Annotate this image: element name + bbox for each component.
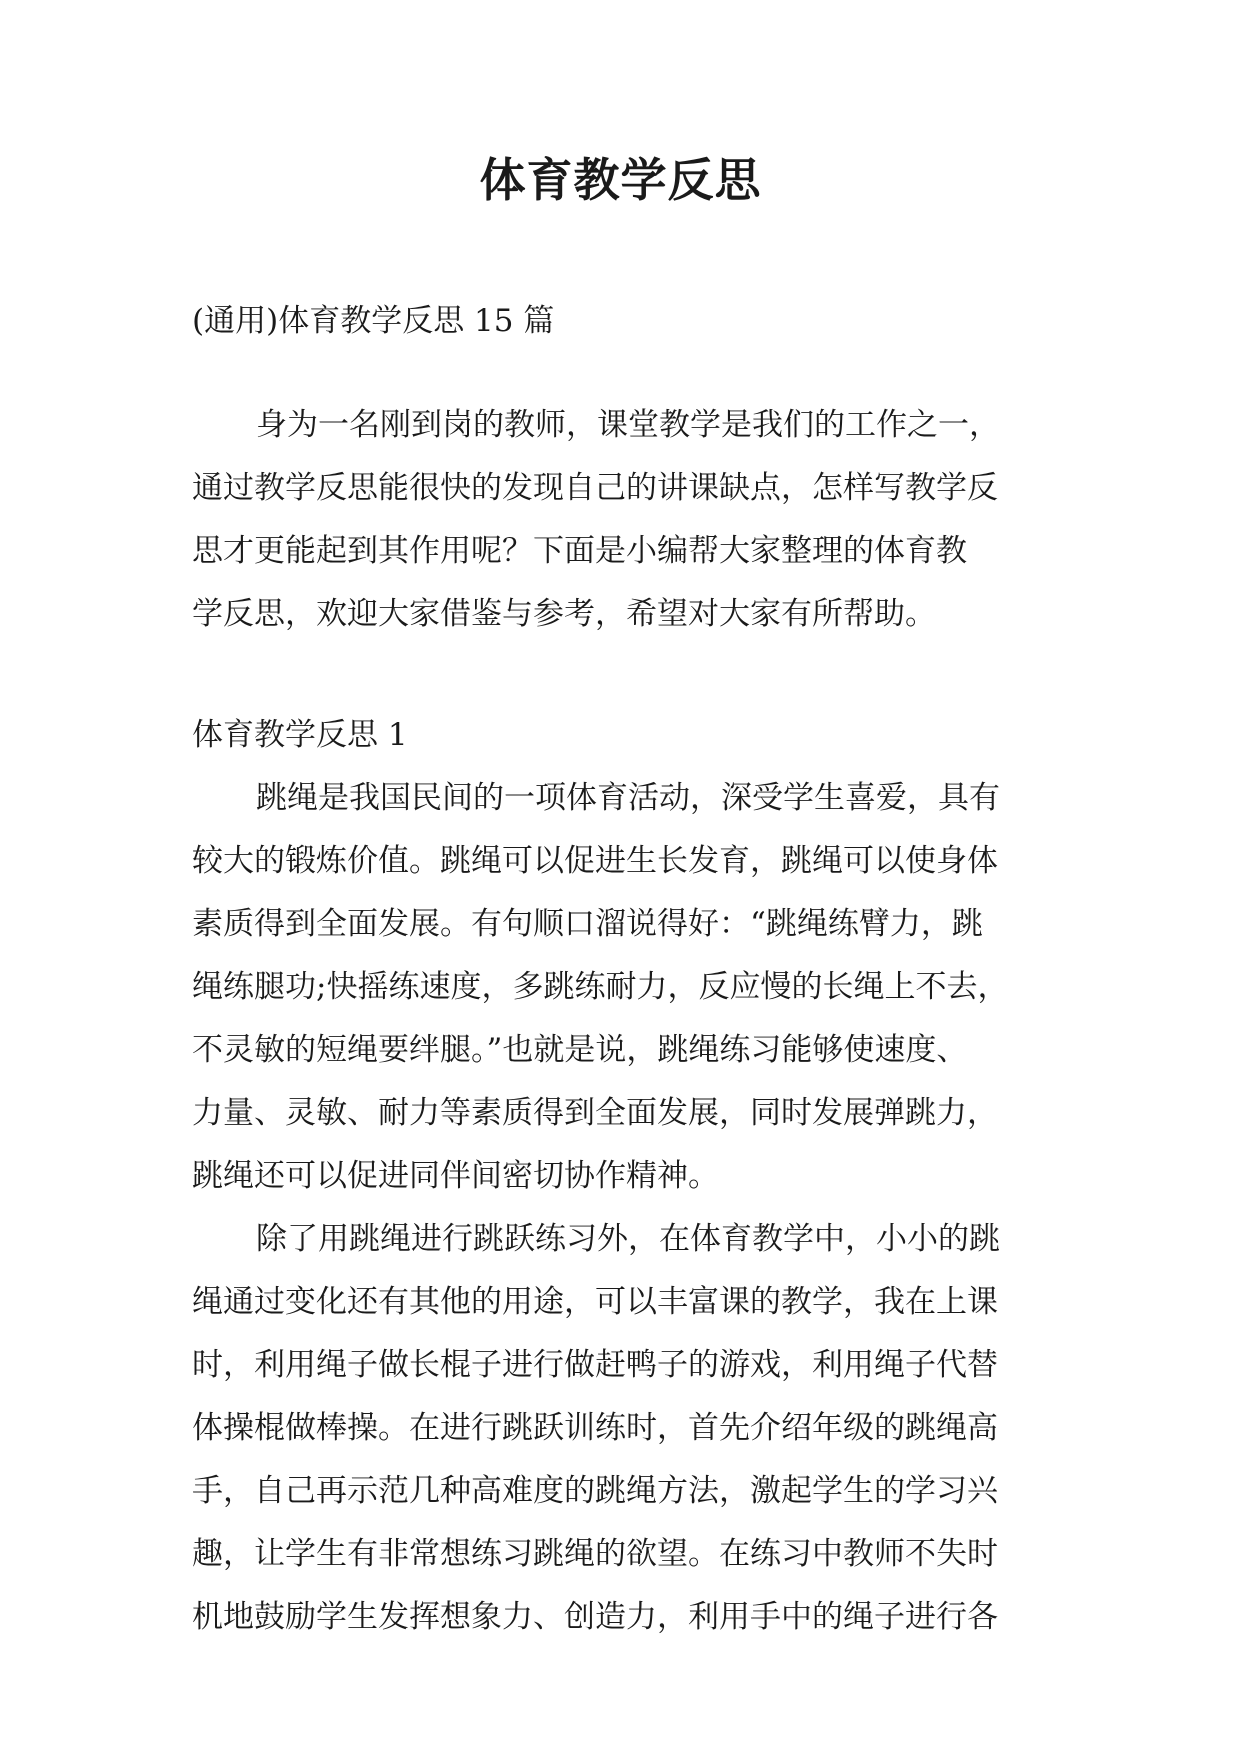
paragraph-1-line-7: 跳绳还可以促进同伴间密切协作精神。 (192, 1158, 719, 1194)
section-heading: 体育教学反思 1 (192, 717, 408, 753)
intro-line-3: 思才更能起到其作用呢？下面是小编帮大家整理的体育教 (192, 533, 967, 569)
document-title: 体育教学反思 (479, 153, 762, 207)
document-body (192, 290, 1072, 1649)
paragraph-2-line-5: 手，自己再示范几种高难度的跳绳方法，激起学生的学习兴 (192, 1473, 998, 1509)
paragraph-2 (192, 1208, 1072, 1649)
paragraph-2-line-6: 趣，让学生有非常想练习跳绳的欲望。在练习中教师不失时 (192, 1536, 998, 1572)
paragraph-1-line-1: 跳绳是我国民间的一项体育活动，深受学生喜爱，具有 (256, 780, 1000, 816)
paragraph-2-line-3: 时，利用绳子做长棍子进行做赶鸭子的游戏，利用绳子代替 (192, 1347, 998, 1383)
paragraph-2-line-7: 机地鼓励学生发挥想象力、创造力，利用手中的绳子进行各 (192, 1599, 998, 1635)
spacer (192, 353, 1072, 394)
paragraph-2-line-2: 绳通过变化还有其他的用途，可以丰富课的教学，我在上课 (192, 1284, 998, 1320)
intro-line-1: 身为一名刚到岗的教师，课堂教学是我们的工作之一， (256, 407, 1000, 443)
intro-paragraph (192, 394, 1072, 646)
subtitle-line: (通用)体育教学反思 15 篇 (192, 303, 555, 339)
intro-line-2: 通过教学反思能很快的发现自己的讲课缺点，怎样写教学反 (192, 470, 998, 506)
paragraph-1-line-6: 力量、灵敏、耐力等素质得到全面发展，同时发展弹跳力， (192, 1095, 998, 1131)
paragraph-1-line-4: 绳练腿功;快摇练速度，多跳练耐力，反应慢的长绳上不去， (192, 969, 1009, 1005)
paragraph-2-line-1: 除了用跳绳进行跳跃练习外，在体育教学中，小小的跳 (256, 1221, 1000, 1257)
paragraph-1-line-3: 素质得到全面发展。有句顺口溜说得好：“跳绳练臂力，跳 (192, 906, 983, 942)
paragraph-2-line-4: 体操棍做棒操。在进行跳跃训练时，首先介绍年级的跳绳高 (192, 1410, 998, 1446)
paragraph-1 (192, 767, 1072, 1208)
paragraph-1-line-5: 不灵敏的短绳要绊腿。”也就是说，跳绳练习能够使速度、 (192, 1032, 968, 1068)
paragraph-1-line-2: 较大的锻炼价值。跳绳可以促进生长发育，跳绳可以使身体 (192, 843, 998, 879)
spacer (192, 646, 1072, 704)
intro-line-4: 学反思，欢迎大家借鉴与参考，希望对大家有所帮助。 (192, 596, 936, 632)
